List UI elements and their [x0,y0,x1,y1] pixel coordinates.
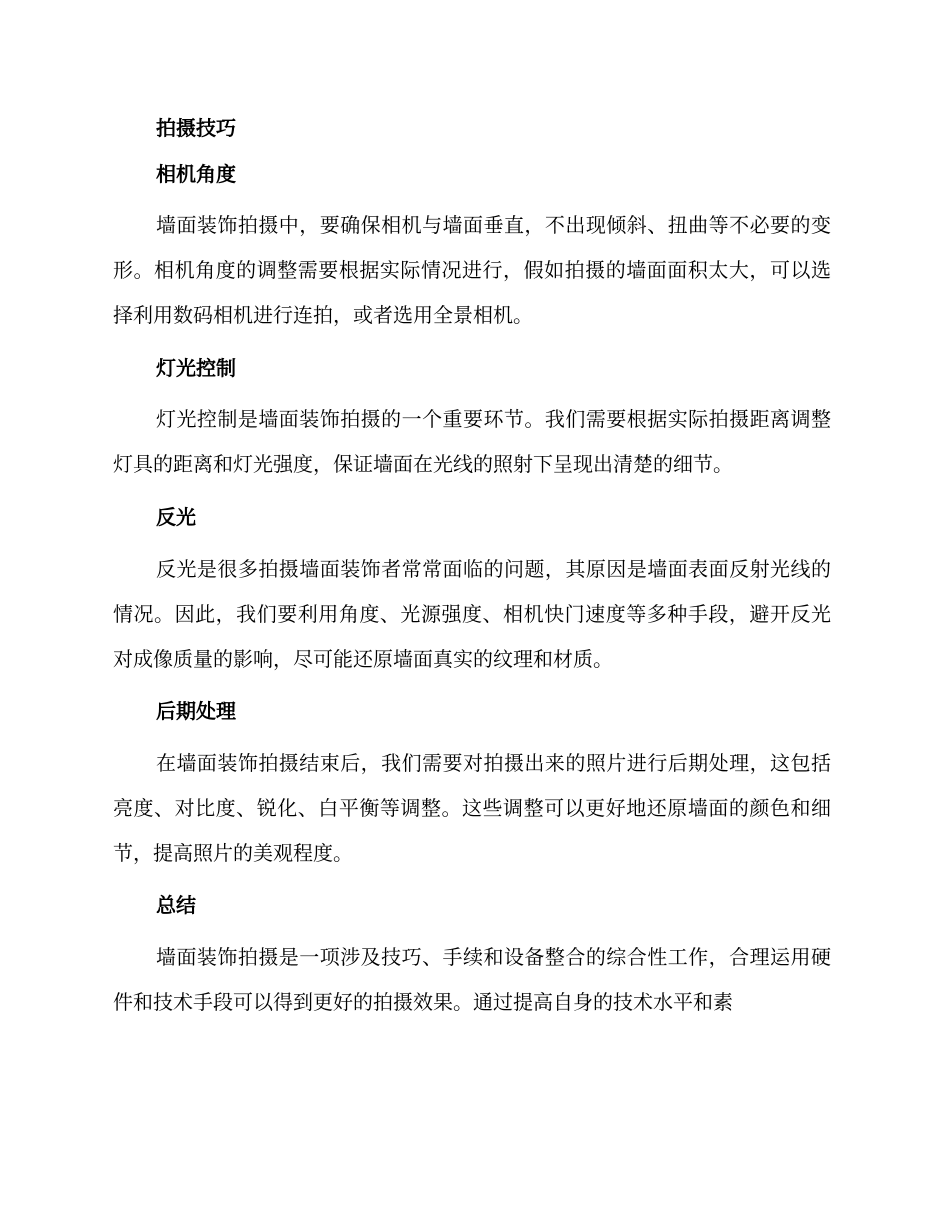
document-title: 拍摄技巧 [156,116,236,140]
section-heading-post-processing: 后期处理 [156,699,236,724]
section-heading-lighting-control: 灯光控制 [156,355,236,380]
section-paragraph-post-processing: 在墙面装饰拍摄结束后，我们需要对拍摄出来的照片进行后期处理，这包括亮度、对比度、锐化、白平衡等调整。这些调整可以更好地还原墙面的颜色和细节，提高照片的美观程度。 [113,750,831,865]
section-paragraph-camera-angle: 墙面装饰拍摄中，要确保相机与墙面垂直，不出现倾斜、扭曲等不必要的变形。相机角度的调整需要根据实际情况进行，假如拍摄的墙面面积太大，可以选择利用数码相机进行连拍，或者选用全景相机。 [113,213,831,328]
section-paragraph-summary: 墙面装饰拍摄是一项涉及技巧、手续和设备整合的综合性工作，合理运用硬件和技术手段可以得到更好的拍摄效果。通过提高自身的技术水平和素 [113,944,831,1014]
section-heading-summary: 总结 [156,893,196,918]
section-heading-reflection: 反光 [156,504,196,529]
section-paragraph-reflection: 反光是很多拍摄墙面装饰者常常面临的问题，其原因是墙面表面反射光线的情况。因此，我们要利用角度、光源强度、相机快门速度等多种手段，避开反光对成像质量的影响，尽可能还原墙面真实的纹理和材质。 [113,556,831,671]
section-paragraph-lighting-control: 灯光控制是墙面装饰拍摄的一个重要环节。我们需要根据实际拍摄距离调整灯具的距离和灯光强度，保证墙面在光线的照射下呈现出清楚的细节。 [113,407,831,477]
document-body [113,112,831,1039]
section-heading-camera-angle: 相机角度 [156,161,236,186]
